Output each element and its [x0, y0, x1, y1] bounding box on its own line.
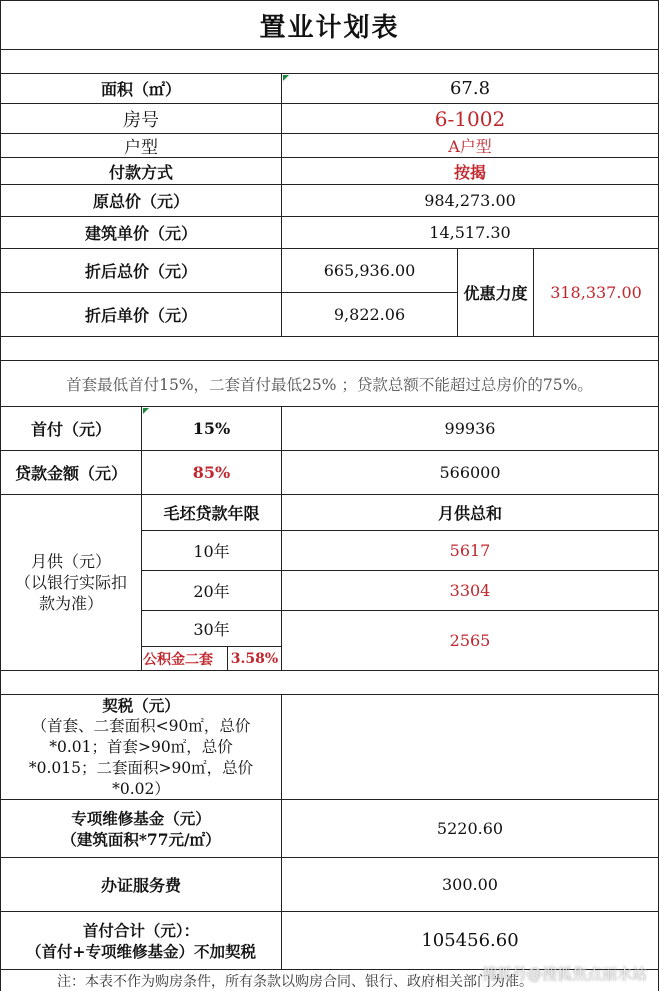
maintenance-fund-label-line: 专项维修基金（元）: [71, 808, 211, 828]
down-payment-note: 首套最低首付15%，二套首付最低25% ；贷款总额不能超过总房价的75%。: [0, 361, 659, 407]
monthly-sum-header: 月供总和: [282, 495, 659, 531]
loan-amount-label: 贷款金额（元）: [0, 451, 142, 495]
monthly-payment-label-line: （以银行实际扣: [14, 573, 127, 592]
room-label: 房号: [0, 104, 282, 134]
deed-tax-label: [0, 695, 282, 800]
monthly-sum-20: 3304: [282, 571, 659, 611]
loan-amount-value: 566000: [282, 451, 659, 495]
deed-tax-label-line: 契税（元）: [102, 695, 180, 715]
monthly-sum-10: 5617: [282, 531, 659, 571]
loan-term-10: 10年: [142, 531, 282, 571]
discount-unit-label: 折后单价（元）: [0, 293, 282, 337]
deed-tax-label-line: （首套、二套面积<90㎡，总价: [31, 716, 251, 735]
provident-fund-rate: 3.58%: [228, 647, 282, 671]
original-total-label: 原总价（元）: [0, 185, 282, 217]
spacer-row: [0, 50, 659, 74]
disclaimer-note: 注：本表不作为购房条件，所有条款以购房合同、银行、政府相关部门为准。: [0, 970, 659, 991]
maintenance-fund-label-line: （建筑面积*77元/㎡）: [61, 829, 221, 849]
spacer-row: [0, 337, 659, 361]
maintenance-fund-label: [0, 800, 282, 858]
down-payment-rate: 15%: [142, 407, 282, 451]
discount-amount-value: 318,337.00: [534, 249, 659, 337]
loan-term-header: 毛坯贷款年限: [142, 495, 282, 531]
discount-total-value: 665,936.00: [282, 249, 458, 293]
deed-tax-value: [282, 695, 659, 800]
down-payment-label: 首付（元）: [0, 407, 142, 451]
room-value: 6-1002: [282, 104, 659, 134]
maintenance-fund-value: 5220.60: [282, 800, 659, 858]
monthly-payment-label-line: 款为准）: [38, 594, 103, 613]
payment-method-value: 按揭: [282, 158, 659, 185]
total-down-payment-value: 105456.60: [282, 912, 659, 970]
layout-value: A户型: [282, 134, 659, 158]
service-fee-value: 300.00: [282, 858, 659, 912]
total-down-payment-label: [0, 912, 282, 970]
monthly-sum-30: 2565: [282, 611, 659, 671]
deed-tax-label-line: *0.01；首套>90㎡，总价: [49, 737, 233, 756]
original-total-value: 984,273.00: [282, 185, 659, 217]
watermark: 搜狐号@搜狐焦点丽水站: [481, 965, 647, 983]
area-value: 67.8: [282, 74, 659, 104]
deed-tax-label-line: *0.015；二套面积>90㎡，总价: [28, 758, 254, 777]
loan-term-20: 20年: [142, 571, 282, 611]
spacer-row: [0, 671, 659, 695]
deed-tax-label-line: *0.02）: [112, 779, 170, 798]
loan-amount-rate: 85%: [142, 451, 282, 495]
monthly-payment-label: [0, 495, 142, 671]
cell-marker-icon: [283, 75, 289, 81]
total-down-payment-label-line: 首付合计（元）：: [82, 920, 200, 940]
discount-total-label: 折后总价（元）: [0, 249, 282, 293]
area-label: 面积（㎡）: [0, 74, 282, 104]
unit-price-label: 建筑单价（元）: [0, 217, 282, 249]
discount-amount-label: 优惠力度: [458, 249, 534, 337]
down-payment-value: 99936: [282, 407, 659, 451]
payment-method-label: 付款方式: [0, 158, 282, 185]
cell-marker-icon: [143, 408, 149, 414]
table-title: 置业计划表: [0, 0, 659, 50]
provident-fund-label: 公积金二套: [142, 647, 228, 671]
layout-label: 户型: [0, 134, 282, 158]
unit-price-value: 14,517.30: [282, 217, 659, 249]
monthly-payment-label-line: 月供（元）: [30, 552, 111, 571]
discount-unit-value: 9,822.06: [282, 293, 458, 337]
service-fee-label: 办证服务费: [0, 858, 282, 912]
total-down-payment-label-line: （首付+专项维修基金）不加契税: [26, 941, 256, 961]
loan-term-30: 30年: [142, 611, 282, 647]
